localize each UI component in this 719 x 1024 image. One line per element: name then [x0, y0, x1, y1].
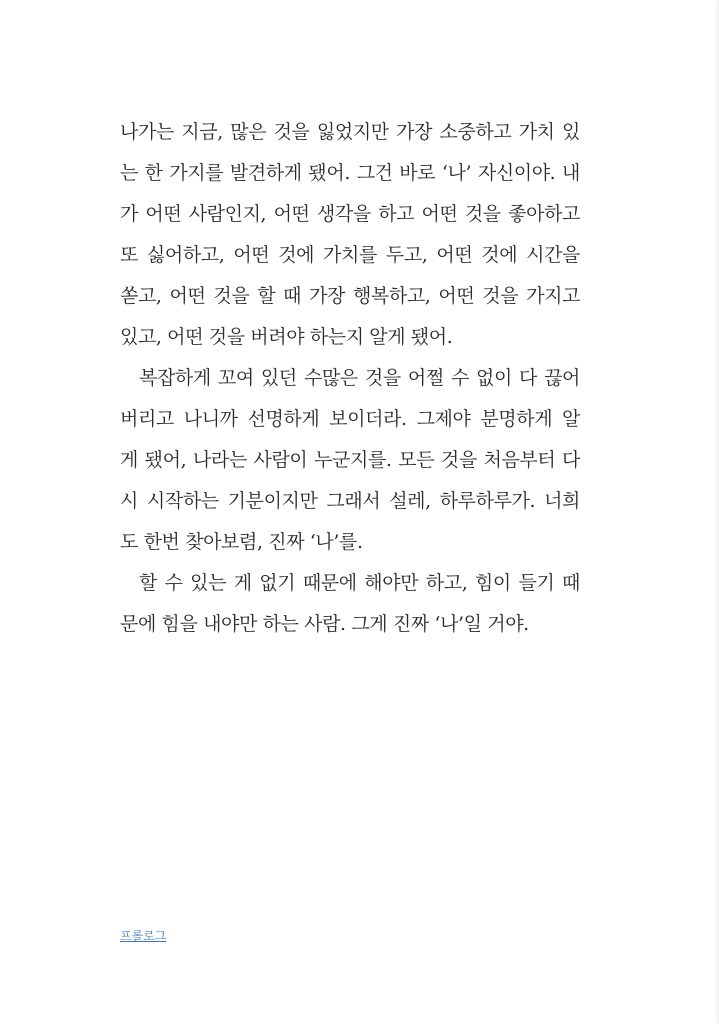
text-line: 시 시작하는 기분이지만 그래서 설레, 하루하루가. 너희	[120, 490, 580, 512]
body-text	[120, 112, 580, 645]
text-line: 는 한 가지를 발견하게 됐어. 그건 바로 ‘나’ 자신이야. 내	[120, 162, 580, 184]
text-line: 또 싫어하고, 어떤 것에 가치를 두고, 어떤 것에 시간을	[120, 244, 580, 266]
text-line: 게 됐어, 나라는 사람이 누군지를. 모든 것을 처음부터 다	[120, 449, 580, 471]
text-line: 버리고 나니까 선명하게 보이더라. 그제야 분명하게 알	[120, 408, 580, 430]
text-line: 가 어떤 사람인지, 어떤 생각을 하고 어떤 것을 좋아하고	[120, 203, 580, 225]
text-line: 도 한번 찾아보렴, 진짜 ‘나’를.	[120, 531, 363, 553]
prologue-link[interactable]: 프롤로그	[120, 929, 167, 943]
text-line: 복잡하게 꼬여 있던 수많은 것을 어쩔 수 없이 다 끊어	[139, 367, 580, 389]
text-line: 문에 힘을 내야만 하는 사람. 그게 진짜 ‘나’일 거야.	[120, 613, 529, 635]
text-line: 쏟고, 어떤 것을 할 때 가장 행복하고, 어떤 것을 가지고	[120, 285, 580, 307]
text-line: 있고, 어떤 것을 버려야 하는지 알게 됐어.	[120, 326, 453, 348]
text-line: 할 수 있는 게 없기 때문에 해야만 하고, 힘이 들기 때	[139, 572, 580, 594]
text-line: 나가는 지금, 많은 것을 잃었지만 가장 소중하고 가치 있	[120, 121, 580, 143]
